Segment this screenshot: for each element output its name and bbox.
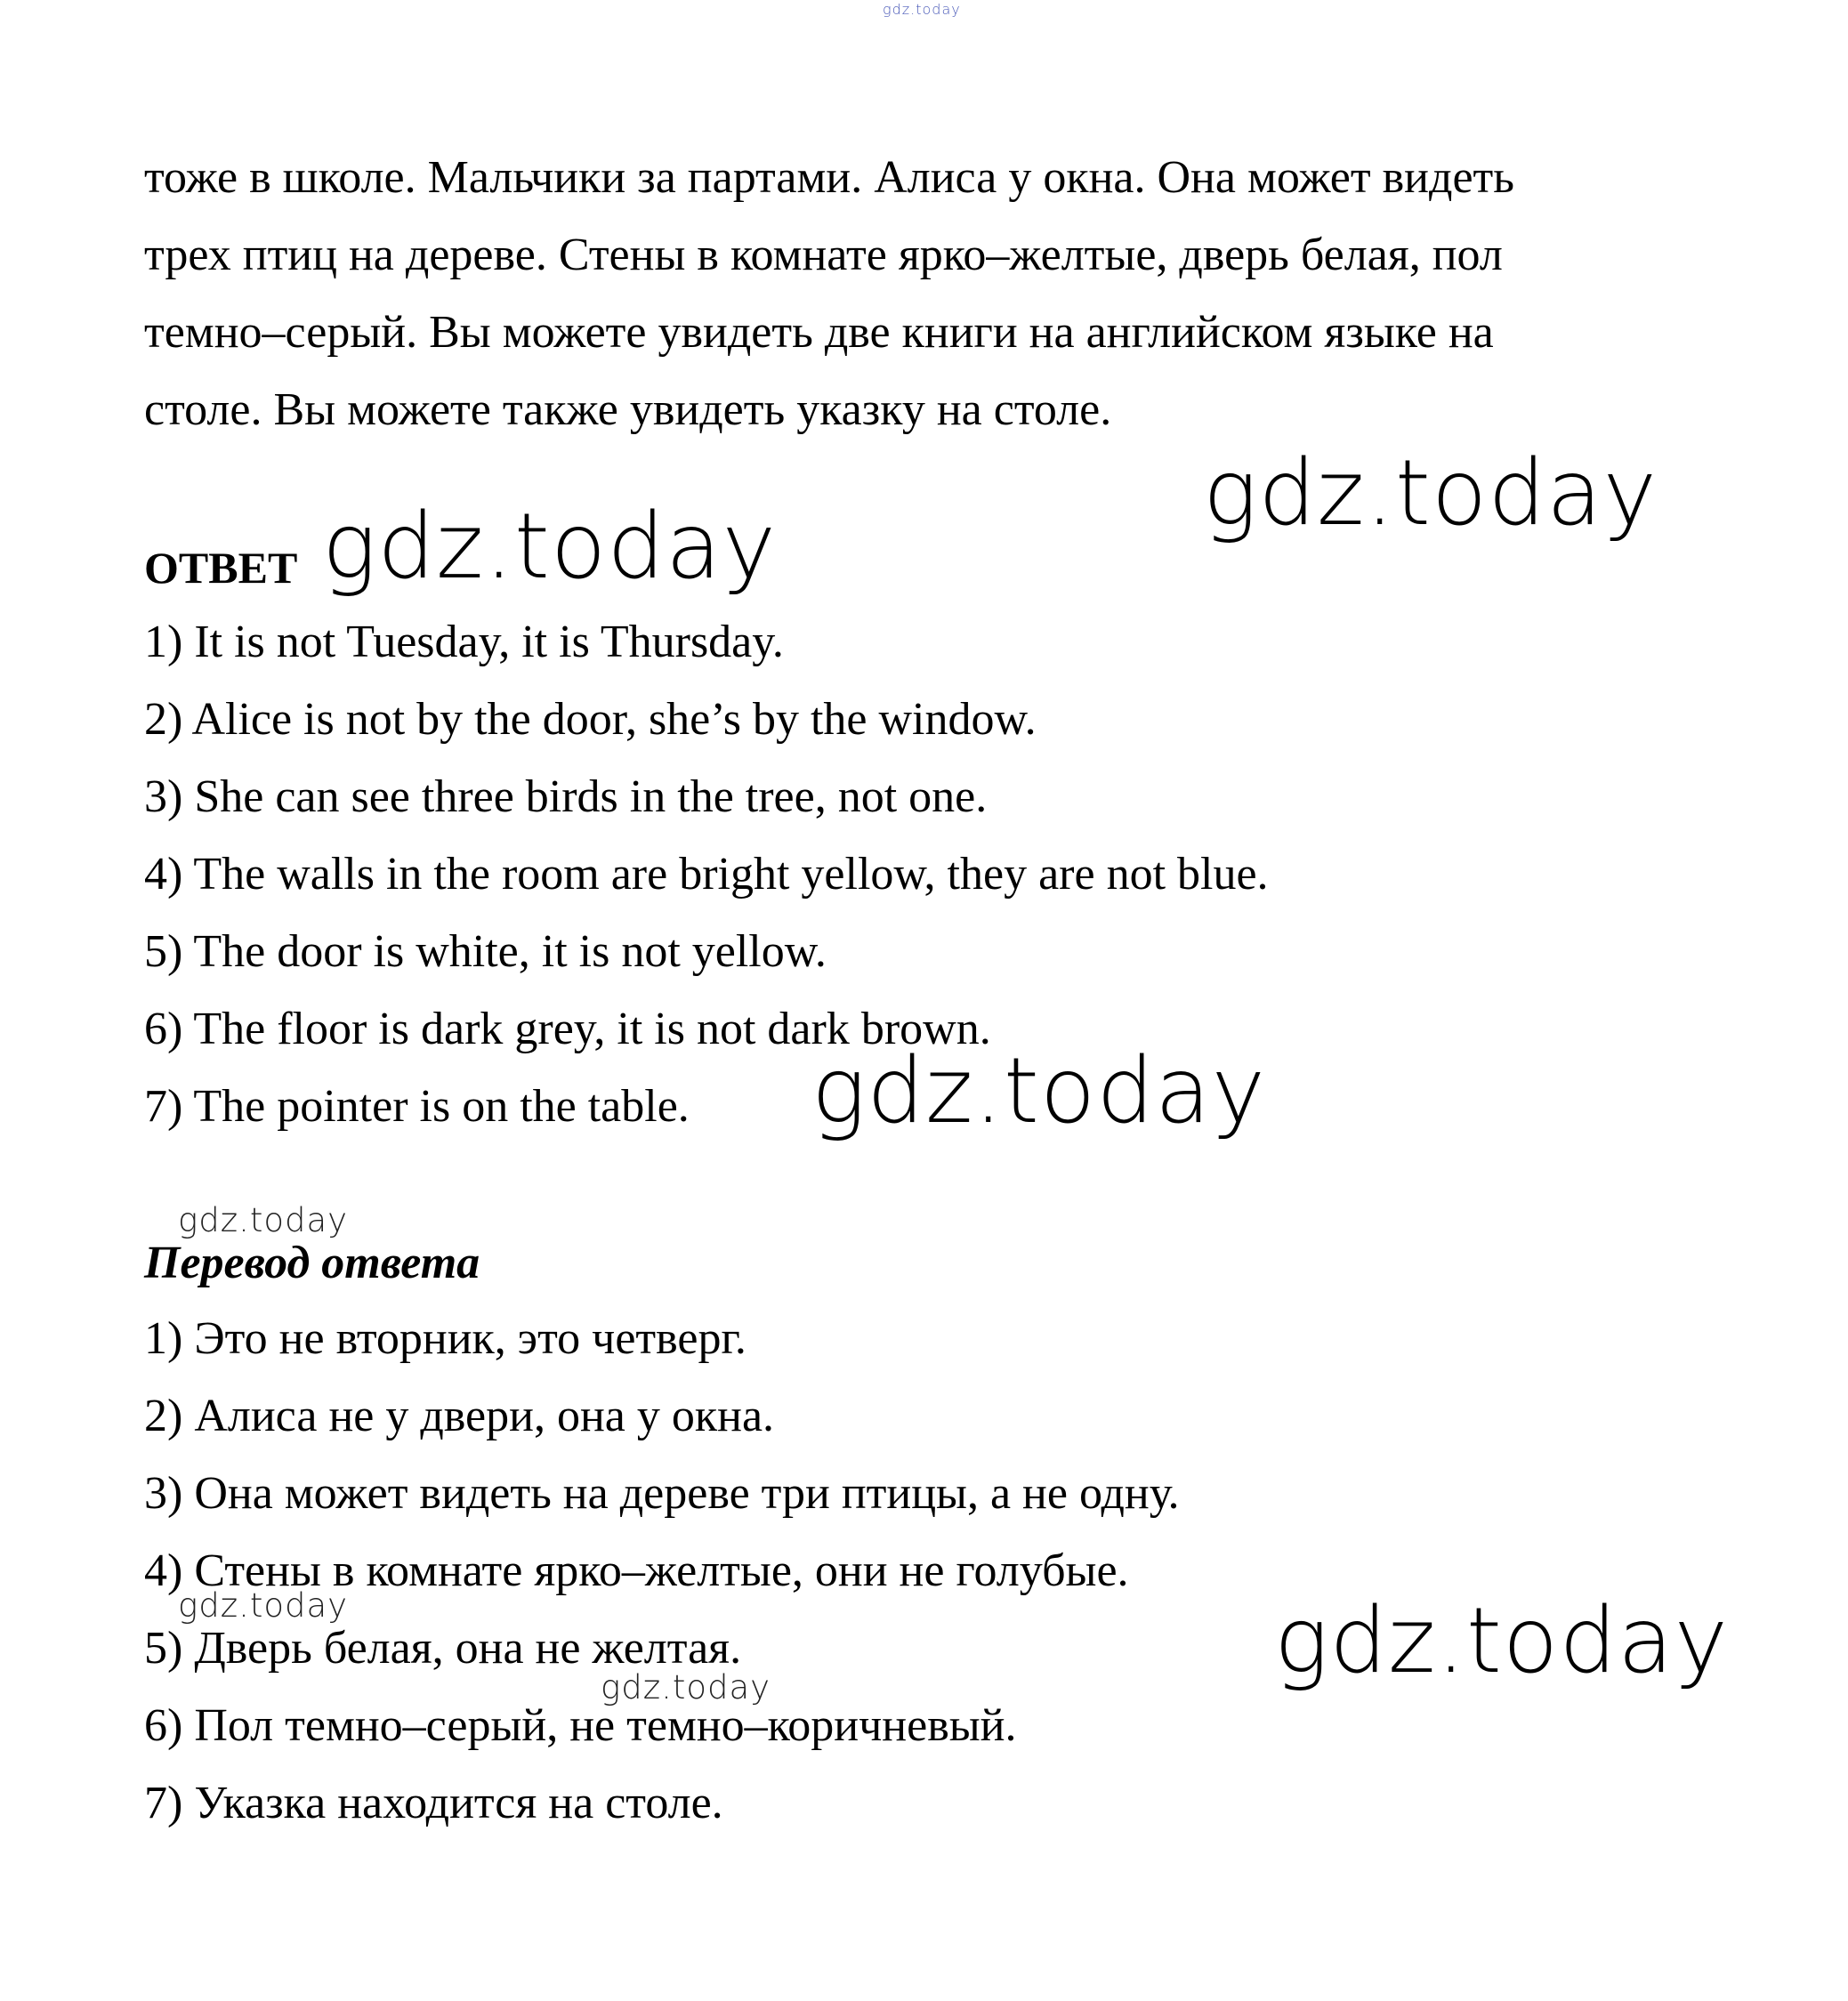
answer-item: 1) It is not Tuesday, it is Thursday. bbox=[144, 617, 784, 667]
watermark: gdz.today bbox=[811, 1038, 1266, 1144]
translation-item: 7) Указка находится на столе. bbox=[144, 1778, 723, 1828]
answer-item: 6) The floor is dark grey, it is not dark brown. bbox=[144, 1004, 991, 1054]
top-watermark: gdz.today bbox=[883, 1, 961, 18]
watermark: gdz.today bbox=[1203, 440, 1658, 546]
watermark: gdz.today bbox=[322, 494, 777, 600]
watermark: gdz.today bbox=[601, 1668, 771, 1706]
answer-item: 5) The door is white, it is not yellow. bbox=[144, 926, 827, 977]
text-line: темно–серый. Вы можете увидеть две книги на английском языке на bbox=[144, 307, 1494, 358]
translation-heading: Перевод ответа bbox=[144, 1238, 480, 1288]
text-line: трех птиц на дереве. Стены в комнате ярко–желтые, дверь белая, пол bbox=[144, 230, 1503, 280]
translation-item: 5) Дверь белая, она не желтая. bbox=[144, 1623, 742, 1674]
watermark: gdz.today bbox=[1274, 1588, 1729, 1694]
translation-item: 1) Это не вторник, это четверг. bbox=[144, 1313, 746, 1364]
answer-item: 7) The pointer is on the table. bbox=[144, 1081, 690, 1132]
translation-item: 6) Пол темно–серый, не темно–коричневый. bbox=[144, 1700, 1017, 1751]
translation-item: 4) Стены в комнате ярко–желтые, они не голубые. bbox=[144, 1545, 1129, 1596]
answer-heading: ОТВЕТ bbox=[144, 543, 298, 593]
translation-item: 3) Она может видеть на дереве три птицы, а не одну. bbox=[144, 1468, 1180, 1519]
translation-item: 2) Алиса не у двери, она у окна. bbox=[144, 1391, 775, 1441]
watermark: gdz.today bbox=[178, 1201, 349, 1239]
text-line: тоже в школе. Мальчики за партами. Алиса у окна. Она может видеть bbox=[144, 152, 1514, 203]
watermark: gdz.today bbox=[178, 1586, 349, 1625]
answer-item: 2) Alice is not by the door, she’s by the window. bbox=[144, 694, 1037, 745]
answer-item: 4) The walls in the room are bright yellow, they are not blue. bbox=[144, 849, 1269, 900]
answer-item: 3) She can see three birds in the tree, not one. bbox=[144, 771, 988, 822]
text-line: столе. Вы можете также увидеть указку на столе. bbox=[144, 384, 1112, 435]
